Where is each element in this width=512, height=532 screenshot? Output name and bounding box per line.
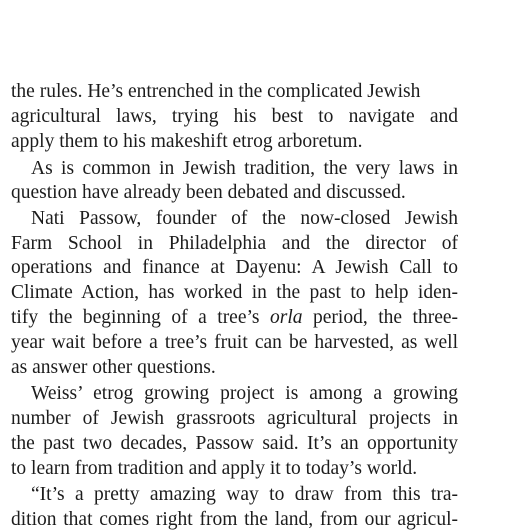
text-line: apply them to his makeshift etrog arboretum. xyxy=(11,131,363,152)
text-line: As is common in Jewish tradition, the very laws in xyxy=(31,158,458,179)
text-line: the past two decades, Passow said. It’s an opportunity xyxy=(11,433,458,454)
text-line: number of Jewish grassroots agricultural projects in xyxy=(11,408,458,429)
text-segment: tify the beginning of a tree’s xyxy=(11,307,260,328)
text-line: Farm School in Philadelphia and the director of xyxy=(11,233,458,254)
text-line: Climate Action, has worked in the past to help iden- xyxy=(11,282,458,303)
text-line: question have already been debated and discussed. xyxy=(11,182,406,203)
text-line-partial: dition that comes right from the land, from our agricul- xyxy=(11,509,458,530)
italic-term-orla: orla xyxy=(270,307,303,328)
text-line: the rules. He’s entrenched in the complicated Jewish xyxy=(11,81,421,102)
text-line: Weiss’ etrog growing project is among a growing xyxy=(31,383,458,404)
text-line: operations and finance at Dayenu: A Jewish Call to xyxy=(11,257,458,278)
text-line: to learn from tradition and apply it to today’s world. xyxy=(11,458,418,479)
text-line: Nati Passow, founder of the now-closed Jewish xyxy=(31,208,458,229)
text-line-with-italic xyxy=(11,306,458,330)
text-line: as answer other questions. xyxy=(11,357,216,378)
text-line: “It’s a pretty amazing way to draw from this tra- xyxy=(31,484,458,505)
text-line: agricultural laws, trying his best to navigate and xyxy=(11,106,458,127)
text-line: year wait before a tree’s fruit can be harvested, as well xyxy=(11,332,458,353)
text-segment: period, the three- xyxy=(313,307,459,328)
